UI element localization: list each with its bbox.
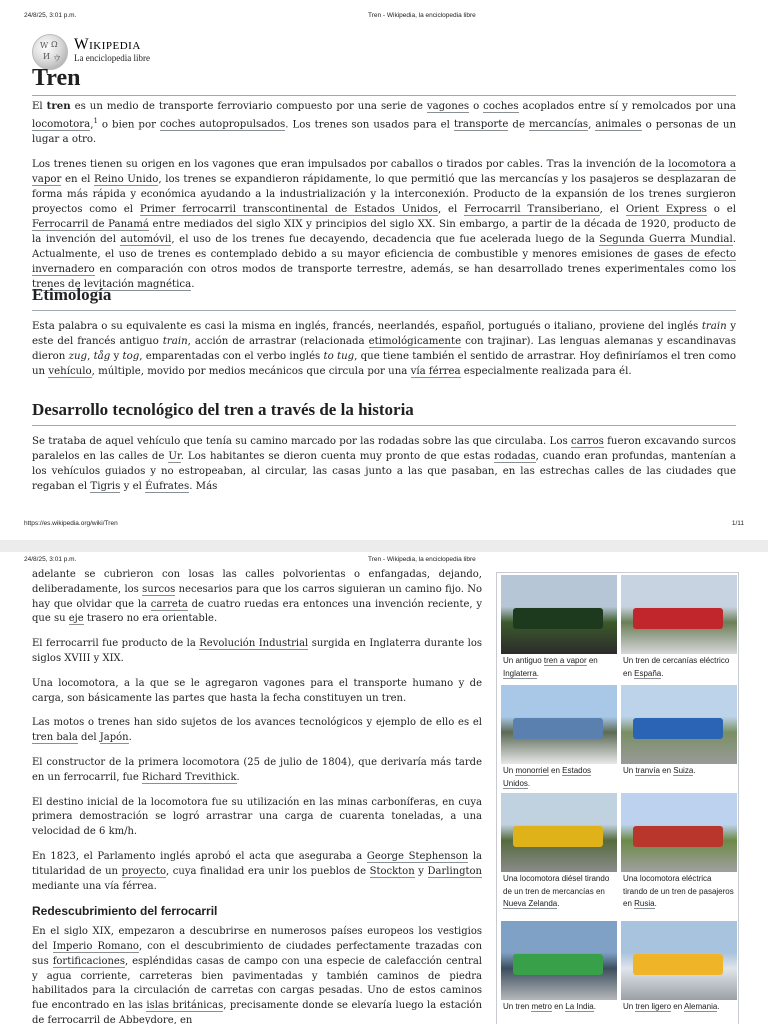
gallery-item[interactable] xyxy=(621,685,737,778)
print-datetime: 24/8/25, 3:01 p.m. xyxy=(24,12,77,19)
italic-term: train xyxy=(162,336,188,347)
train-shape xyxy=(633,954,723,975)
gallery-item[interactable] xyxy=(621,793,737,911)
wiki-link[interactable]: tren a vapor xyxy=(543,656,587,665)
train-shape xyxy=(513,718,603,739)
wiki-link[interactable]: islas británicas xyxy=(146,1000,224,1012)
italic-term: tog xyxy=(122,351,140,362)
gallery-item[interactable] xyxy=(621,575,737,680)
wiki-link[interactable]: animales xyxy=(595,119,642,131)
wiki-link[interactable]: mercancías xyxy=(528,119,589,131)
article-column xyxy=(32,568,482,1024)
wiki-link[interactable]: Richard Trevithick xyxy=(141,771,237,783)
article-intro xyxy=(32,99,736,302)
monorail-train-photo[interactable] xyxy=(501,685,617,764)
gallery-item[interactable] xyxy=(621,921,737,1014)
steam-train-photo[interactable] xyxy=(501,575,617,654)
wiki-link[interactable]: etimológicamente xyxy=(368,336,462,347)
train-shape xyxy=(633,718,723,739)
article-title: Tren xyxy=(32,64,736,96)
wiki-link[interactable]: vagones xyxy=(426,101,470,112)
body-paragraph: Las motos o trenes han sido sujetos de los avances tecnológicos y ejemplo de ello es el tren bala del Japón. xyxy=(32,717,482,744)
wiki-link[interactable]: Alemania xyxy=(683,1002,718,1011)
wiki-link[interactable]: vehículo xyxy=(48,366,92,377)
wiki-link[interactable]: coches autopropulsados xyxy=(159,119,286,131)
wiki-link[interactable]: Primer ferrocarril transcontinental de Estados Unidos xyxy=(139,204,438,216)
wiki-link[interactable]: Orient Express xyxy=(625,204,707,216)
wiki-link[interactable]: La India xyxy=(565,1002,594,1011)
gallery-caption: Un tren metro en La India. xyxy=(503,1002,596,1011)
desarrollo-paragraph: Se trataba de aquel vehículo que tenía su camino marcado por las rodadas sobre las que circulaba. Los carros fueron excavando surcos paralelos en las calles de Ur. Los habitantes se dieron cuenta muy pronto de que estas rodadas, cuando eran profundas, mantenían a los vehículos guiados y no estropeaban, al circular, las casas junto a las que pasaban, en las estrechas calles de las ciudades que regaban el Tigris y el Éufrates. Más xyxy=(32,436,737,492)
wiki-link[interactable]: Ur xyxy=(168,451,181,462)
etimologia-paragraph: Esta palabra o su equivalente es casi la misma en inglés, francés, neerlandés, español, portugués o italiano, proviene del inglés train y este del francés antiguo train, acción de arrastrar (relacionada etimológicamente con trajinar). Las lenguas alemanas y escandinavas dieron zug, tåg y tog, emparentadas con el verbo inglés to tug, que tiene también el sentido de arrastrar. Hoy definiríamos el tren como un vehículo, múltiple, movido por medios mecánicos que circula por una vía férrea especialmente realizada para él. xyxy=(32,321,736,377)
body-paragraph: El destino inicial de la locomotora fue su utilización en las minas carboníferas, en cuya primera demostración se logró arrastrar una carga de cuarenta toneladas, a una velocidad de 6 km/h. xyxy=(32,796,482,838)
wiki-link[interactable]: Nueva Zelanda xyxy=(503,899,558,908)
wiki-link[interactable]: trenes de levitación magnética xyxy=(32,279,192,291)
intro-paragraph-2: Los trenes tienen su origen en los vagones que eran impulsados por caballos o tirados por cables. Tras la invención de la locomotora a vapor en el Reino Unido, los trenes se expandieron rápidamente, lo que permitió que las mercancías y los pasajeros se desplazaran de forma más rápida y económica ayudando a la industrialización y la interconexión. Producto de la expansión de los trenes surgieron proyectos como el Primer ferrocarril transcontinental de Estados Unidos, el Ferrocarril Transiberiano, el Orient Express o el Ferrocarril de Panamá entre mediados del siglo XIX y principios del siglo XX. Sin embargo, a partir de la década de 1920, producto de la invención del automóvil, el uso de los trenes fue decayendo, decadencia que fue acelerada luego de la Segunda Guerra Mundial. Actualmente, el uso de trenes es contemplado debido a su mayor eficiencia de combustible y menores emisiones de gases de efecto invernadero en comparación con otros modos de transporte terrestre, además, se han desarrollado trenes experimentales como los trenes de levitación magnética. xyxy=(32,159,737,291)
commuter-train-photo[interactable] xyxy=(621,575,737,654)
wiki-link[interactable]: Inglaterra xyxy=(503,668,537,678)
gallery-caption: Un antiguo tren a vapor en Inglaterra. xyxy=(503,656,598,678)
page-separator xyxy=(0,540,768,552)
wiki-link[interactable]: Ferrocarril Transiberiano xyxy=(464,204,600,216)
wiki-link[interactable]: Éufrates xyxy=(145,481,190,492)
wikipedia-wordmark: Wikipedia xyxy=(74,36,141,53)
image-gallery xyxy=(496,572,739,1024)
wiki-link[interactable]: coches xyxy=(483,101,519,112)
section-etimologia xyxy=(32,284,736,389)
reference-marker[interactable]: 1 xyxy=(93,117,98,125)
wiki-link[interactable]: vía férrea xyxy=(410,366,461,377)
wikipedia-tagline: La enciclopedia libre xyxy=(74,53,150,63)
print-url[interactable]: https://es.wikipedia.org/wiki/Tren xyxy=(24,520,118,527)
body-paragraph: El constructor de la primera locomotora (25 de julio de 1804), que derivaría más tarde en un ferrocarril, fue Richard Trevithick. xyxy=(32,756,482,783)
body-paragraph: Una locomotora, a la que se le agregaron vagones para el transporte humano y de carga, son básicamente las partes que hasta la fecha constituyen un tren. xyxy=(32,677,482,704)
wiki-link[interactable]: tren ligero xyxy=(635,1002,672,1011)
pdf-page-2 xyxy=(0,552,768,1024)
wiki-link[interactable]: España xyxy=(634,668,662,678)
italic-term: tåg xyxy=(93,351,111,362)
wiki-link[interactable]: metro xyxy=(531,1002,552,1011)
electric-train-photo[interactable] xyxy=(621,793,737,872)
print-title: Tren - Wikipedia, la enciclopedia libre xyxy=(368,12,476,19)
train-shape xyxy=(633,826,723,847)
wiki-link[interactable]: gases de efecto invernadero xyxy=(32,249,736,276)
wiki-link[interactable]: Rusia xyxy=(634,899,655,908)
train-shape xyxy=(513,954,603,975)
wiki-link[interactable]: Suiza xyxy=(673,766,694,775)
body-paragraph: En 1823, el Parlamento inglés aprobó el acta que aseguraba a George Stephenson la titularidad de un proyecto, cuya finalidad era unir los pueblos de Stockton y Darlington mediante una vía férrea. xyxy=(32,850,482,892)
redescubrimiento-paragraph: En el siglo XIX, empezaron a descubrirse en numerosos países europeos los vestigios del Imperio Romano, con el descubrimiento de ciudades perfectamente trazadas con sus fortificaciones, espléndidas casas de campo con una especie de calefacción central y agua corriente, carreteras bien pavimentadas y también caminos de piedra habilitados para la circulación de carretas con cargas pesadas. Uno de estos caminos fue encontrado en las islas británicas, precisamente donde se elevaría luego la estación de ferrocarril de Abbeydore, en xyxy=(32,926,483,1024)
body-paragraph: adelante se cubrieron con losas las calles polvorientas o enfangadas, dejando, deliberadamente, los surcos necesarios para que los carros siguieran un camino fijo. No hay que olvidar que la carreta de cuatro ruedas era entonces una invención reciente, y que su eje trasero no era orientable. xyxy=(32,569,482,625)
heading-desarrollo: Desarrollo tecnológico del tren a través de la historia xyxy=(32,399,736,426)
gallery-item[interactable] xyxy=(501,793,617,911)
wiki-link[interactable]: Darlington xyxy=(427,865,482,877)
diesel-train-photo[interactable] xyxy=(501,793,617,872)
wiki-link[interactable]: tranvía xyxy=(635,766,660,775)
wiki-link[interactable]: fortificaciones xyxy=(52,955,125,967)
print-datetime-2: 24/8/25, 3:01 p.m. xyxy=(24,556,77,563)
print-title-2: Tren - Wikipedia, la enciclopedia libre xyxy=(368,556,476,563)
wiki-link[interactable]: tren bala xyxy=(32,732,78,744)
gallery-item[interactable] xyxy=(501,575,617,680)
wiki-link[interactable]: carros xyxy=(570,436,604,447)
wiki-link[interactable]: rodadas xyxy=(494,451,536,462)
metro-train-photo[interactable] xyxy=(501,921,617,1000)
gallery-item[interactable] xyxy=(501,921,617,1014)
lightrail-train-photo[interactable] xyxy=(621,921,737,1000)
wiki-link[interactable]: Revolución Industrial xyxy=(199,638,309,650)
wiki-link[interactable]: monorriel xyxy=(515,766,549,775)
wiki-link[interactable]: eje xyxy=(68,613,84,625)
body-paragraph: El ferrocarril fue producto de la Revolución Industrial surgida en Inglaterra durante los siglos XVIII y XIX. xyxy=(32,638,483,664)
print-page-number: 1/11 xyxy=(731,520,744,527)
wiki-link[interactable]: Reino Unido xyxy=(94,174,159,186)
wiki-link[interactable]: Japón xyxy=(99,732,129,744)
wiki-link[interactable]: proyecto xyxy=(121,865,167,877)
wiki-link[interactable]: automóvil xyxy=(120,234,172,246)
wiki-link[interactable]: Tigris xyxy=(90,481,121,492)
italic-term: to tug xyxy=(323,351,355,362)
wiki-link[interactable]: carreta xyxy=(150,598,188,610)
italic-term: zug xyxy=(68,351,88,362)
heading-etimologia: Etimología xyxy=(32,284,736,311)
wiki-link[interactable]: George Stephenson xyxy=(366,850,469,862)
wiki-link[interactable]: Ferrocarril de Panamá xyxy=(32,219,149,231)
section-desarrollo xyxy=(32,399,736,504)
wiki-link[interactable]: Imperio Romano xyxy=(52,940,139,952)
wikipedia-logo[interactable] xyxy=(32,32,192,68)
gallery-caption: Un tren de cercanías eléctrico en España. xyxy=(623,656,730,678)
wiki-link[interactable]: Segunda Guerra Mundial xyxy=(599,234,733,246)
wikipedia-globe-icon: W Ω И ウ xyxy=(32,34,68,70)
wiki-link[interactable]: Estados Unidos xyxy=(503,766,592,788)
wiki-link[interactable]: Stockton xyxy=(369,865,415,877)
desarrollo-continuation xyxy=(32,568,482,894)
heading-redescubrimiento: Redescubrimiento del ferrocarril xyxy=(32,904,218,919)
gallery-caption: Un monorriel en Estados Unidos. xyxy=(503,766,592,788)
wiki-link[interactable]: locomotora xyxy=(32,119,91,131)
gallery-caption: Una locomotora diésel tirando de un tren de mercancías en Nueva Zelanda. xyxy=(503,874,610,908)
train-shape xyxy=(633,608,723,629)
tram-train-photo[interactable] xyxy=(621,685,737,764)
bold-term: tren xyxy=(46,100,71,112)
train-shape xyxy=(513,826,603,847)
train-shape xyxy=(513,608,603,629)
gallery-caption: Un tranvía en Suiza. xyxy=(623,766,696,775)
gallery-caption: Una locomotora eléctrica tirando de un tren de pasajeros en Rusia. xyxy=(623,874,734,908)
gallery-caption: Un tren ligero en Alemania. xyxy=(623,1002,720,1011)
wiki-link[interactable]: transporte xyxy=(453,119,509,131)
wiki-link[interactable]: locomotora a vapor xyxy=(32,159,736,186)
gallery-item[interactable] xyxy=(501,685,617,790)
italic-term: train xyxy=(701,321,727,332)
wiki-link[interactable]: surcos xyxy=(142,583,176,595)
intro-paragraph-1: El tren es un medio de transporte ferroviario compuesto por una serie de vagones o coches acoplados entre sí y remolcados por una locomotora,$^1$ o bien por coches autopropulsados. Los trenes son usados para el transporte de mercancías, animales o personas de un lugar a otro. xyxy=(32,100,737,146)
